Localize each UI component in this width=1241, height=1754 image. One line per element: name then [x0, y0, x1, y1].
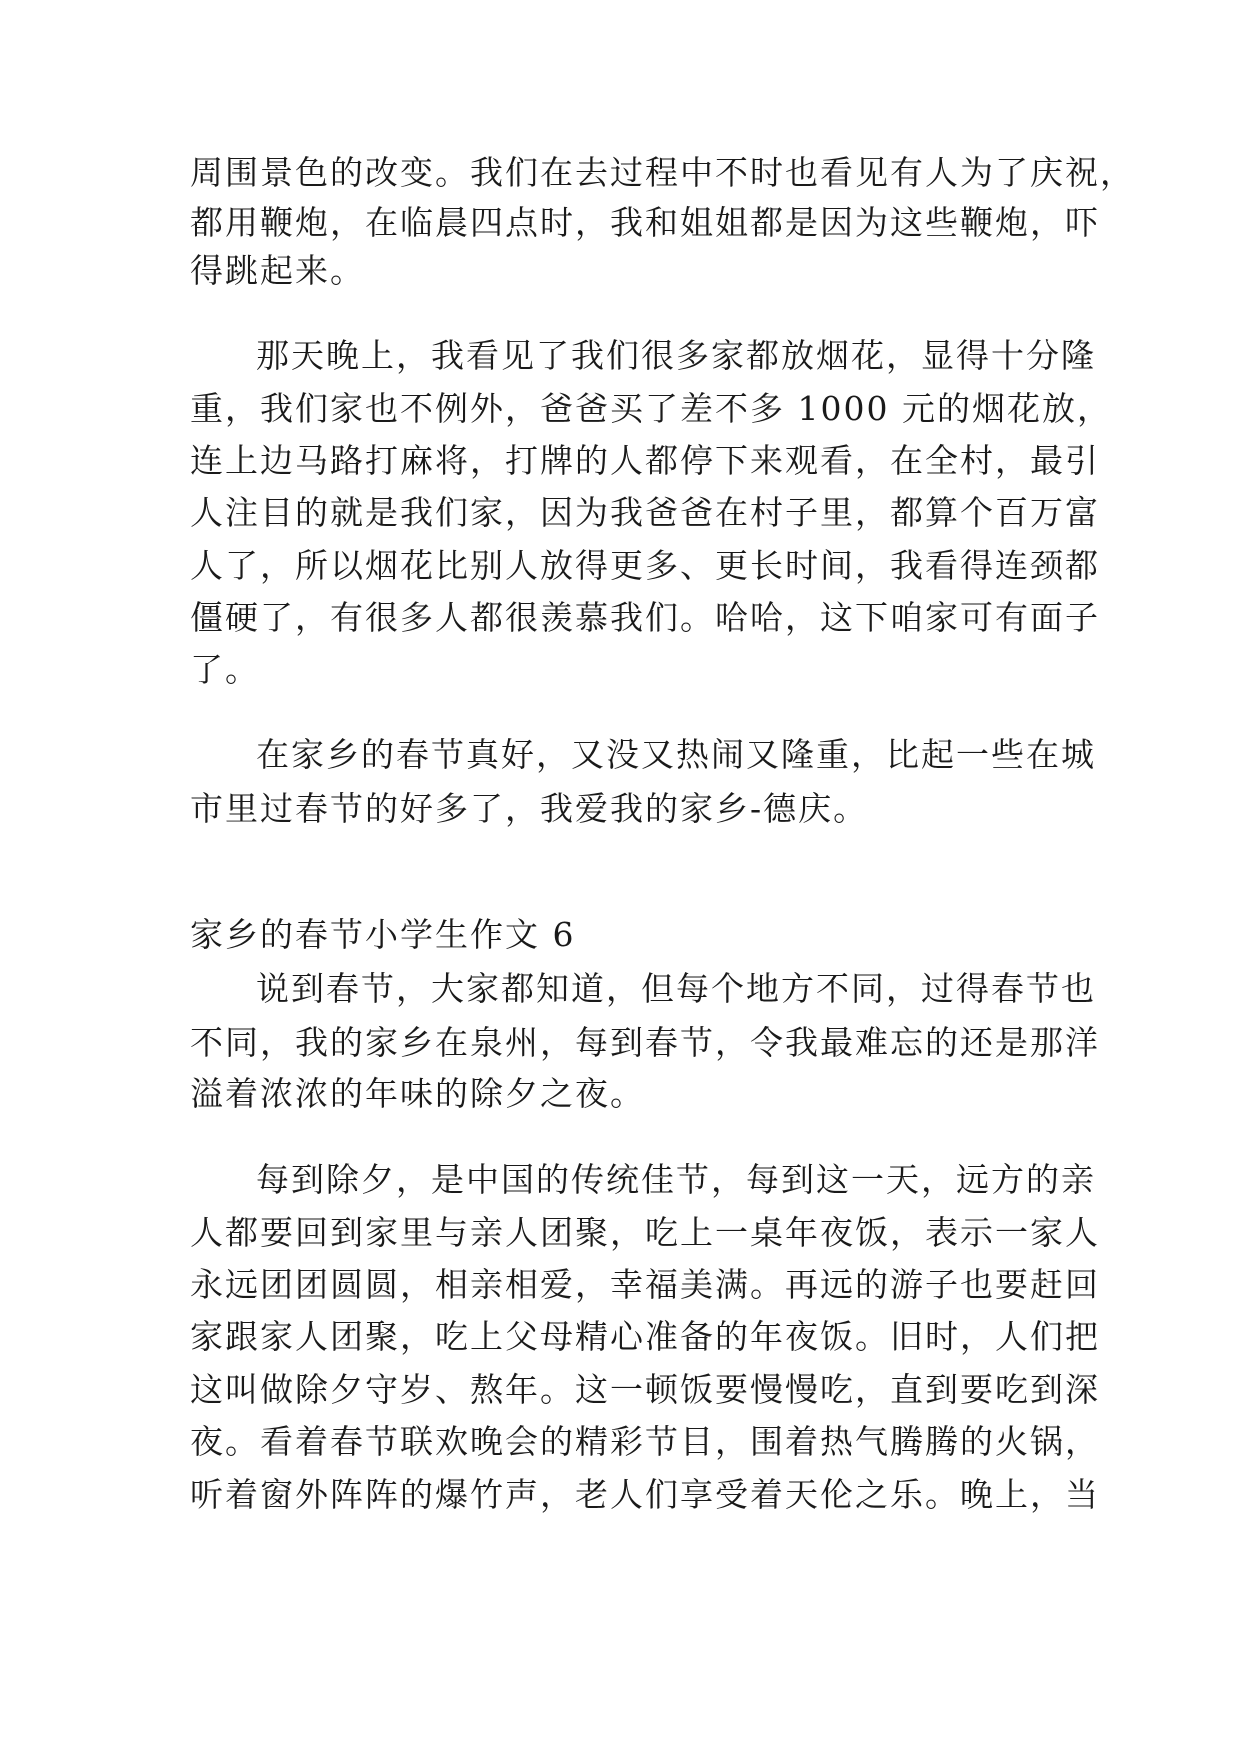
paragraph-line: 僵硬了，有很多人都很羡慕我们。哈哈，这下咱家可有面子 [190, 598, 1100, 637]
paragraph-line: 听着窗外阵阵的爆竹声，老人们享受着天伦之乐。晚上，当 [190, 1475, 1100, 1514]
paragraph-line: 市里过春节的好多了，我爱我的家乡-德庆。 [190, 789, 869, 828]
paragraph-line: 人了，所以烟花比别人放得更多、更长时间，我看得连颈都 [190, 546, 1100, 585]
paragraph-line: 那天晚上，我看见了我们很多家都放烟花，显得十分隆 [256, 336, 1096, 375]
paragraph-line: 在家乡的春节真好，又没又热闹又隆重，比起一些在城 [256, 735, 1096, 774]
paragraph-line: 这叫做除夕守岁、熬年。这一顿饭要慢慢吃，直到要吃到深 [190, 1370, 1100, 1409]
paragraph-line: 夜。看着春节联欢晚会的精彩节目，围着热气腾腾的火锅， [190, 1422, 1100, 1461]
paragraph-line: 说到春节，大家都知道，但每个地方不同，过得春节也 [256, 969, 1096, 1008]
paragraph-line: 不同，我的家乡在泉州，每到春节，令我最难忘的还是那洋 [190, 1023, 1100, 1062]
paragraph-line: 了。 [190, 650, 260, 689]
essay-title: 家乡的春节小学生作文 6 [190, 915, 576, 954]
paragraph-line: 连上边马路打麻将，打牌的人都停下来观看，在全村，最引 [190, 441, 1100, 480]
paragraph-line: 家跟家人团聚，吃上父母精心准备的年夜饭。旧时，人们把 [190, 1317, 1100, 1356]
paragraph-line: 周围景色的改变。我们在去过程中不时也看见有人为了庆祝， [190, 153, 1135, 192]
paragraph-line: 都用鞭炮，在临晨四点时，我和姐姐都是因为这些鞭炮，吓 [190, 203, 1100, 242]
paragraph-line: 人注目的就是我们家，因为我爸爸在村子里，都算个百万富 [190, 493, 1100, 532]
paragraph-line: 溢着浓浓的年味的除夕之夜。 [190, 1074, 645, 1113]
paragraph-line: 重，我们家也不例外，爸爸买了差不多 1000 元的烟花放， [190, 389, 1112, 428]
paragraph-line: 得跳起来。 [190, 251, 365, 290]
paragraph-line: 每到除夕，是中国的传统佳节，每到这一天，远方的亲 [256, 1160, 1096, 1199]
paragraph-line: 人都要回到家里与亲人团聚，吃上一桌年夜饭，表示一家人 [190, 1213, 1100, 1252]
paragraph-line: 永远团团圆圆，相亲相爱，幸福美满。再远的游子也要赶回 [190, 1265, 1100, 1304]
